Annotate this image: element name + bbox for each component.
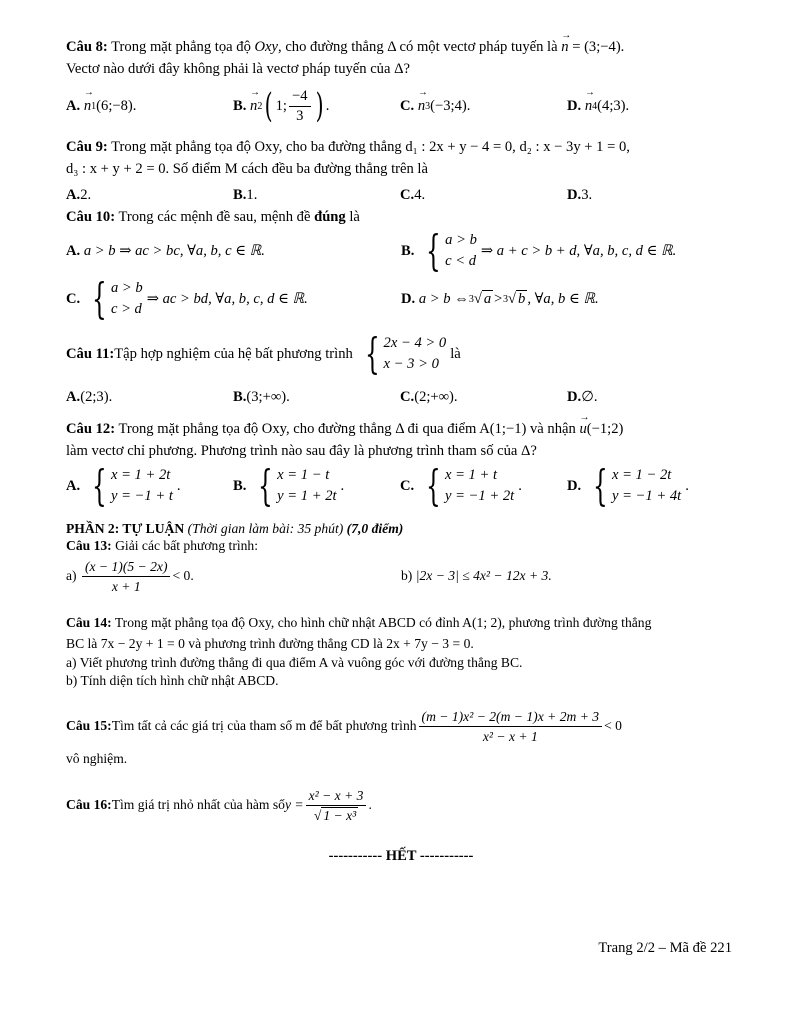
- q8-b-fraction: $\frac{-4}{3}$: [289, 87, 311, 126]
- q13-line1: Câu 13: Giải các bất phương trình:: [66, 538, 259, 553]
- q11-option-d: D. ∅.: [567, 389, 598, 405]
- q15-label: Câu 15:: [66, 718, 112, 733]
- q16-line1: Câu 16: Tìm giá trị nhỏ nhất của hàm số y = $\frac{\text{x² − x + 3}}{\text{√ 1 − x³}}$ .: [66, 787, 372, 823]
- q14-part-a: a) Viết phương trình đường thẳng đi qua điểm A và vuông góc với đường thẳng BC.: [66, 655, 523, 670]
- q10-option-d: D. a > b ⇔ 3 √ a > 3 √ b , ∀a, b ∈ ℝ.: [401, 290, 599, 307]
- q12-option-a: A. { x = 1 + 2t y = −1 + t .: [66, 461, 181, 510]
- q11-label: Câu 11:: [66, 345, 115, 362]
- q10-label: Câu 10:: [66, 209, 116, 225]
- q13-label: Câu 13:: [66, 538, 112, 553]
- q14-part-b: b) Tính diện tích hình chữ nhật ABCD.: [66, 673, 279, 688]
- q15-fraction: $\frac{\text{(m − 1)x² − 2(m − 1)x + 2m + 3}}{\text{x² − x + 1}}$: [419, 707, 603, 746]
- q12-option-c: C. { x = 1 + t y = −1 + 2t .: [400, 461, 522, 510]
- q11-options: [66, 386, 736, 408]
- q14-line1: Câu 14: Trong mặt phẳng tọa độ Oxy, cho hình chữ nhật ABCD có đỉnh A(1; 2), phương trình đường thẳng: [66, 615, 652, 630]
- exam-page: [66, 36, 736, 865]
- q8-label: Câu 8:: [66, 39, 108, 55]
- q13-part-b: b) |2x − 3| ≤ 4x² − 12x + 3.: [401, 568, 552, 583]
- q14-line2: BC là 7x − 2y + 1 = 0 và phương trình đường thẳng CD là 2x + 7y − 3 = 0.: [66, 636, 474, 651]
- q11-option-c: C. (2;+∞).: [400, 389, 458, 405]
- q9-option-a: A. 2.: [66, 187, 92, 203]
- q9-line1: Câu 9: Trong mặt phẳng tọa độ Oxy, cho ba đường thẳng d₁ : 2x + y − 4 = 0, d₂ : x − 3y + 1 = 0,: [66, 139, 630, 155]
- q16-fraction: $\frac{\text{x² − x + 3}}{\text{√ 1 − x³}}$: [306, 786, 367, 825]
- q12-line2: làm vectơ chỉ phương. Phương trình nào sau đây là phương trình tham số của Δ?: [66, 443, 537, 459]
- q9-option-b: B. 1.: [233, 187, 258, 203]
- q8-line2: Vectơ nào dưới đây không phải là vectơ pháp tuyến của Δ?: [66, 61, 410, 77]
- q9-line2: d₃ : x + y + 2 = 0. Số điểm M cách đều ba đường thẳng trên là: [66, 161, 428, 177]
- q12-label: Câu 12:: [66, 421, 116, 437]
- q8-options: [66, 86, 736, 126]
- q10-line1: Câu 10: Trong các mệnh đề sau, mệnh đề đúng là: [66, 209, 360, 225]
- q8-option-b: B. → n 2 ( 1; $\frac{-4}{3}$ ) .: [233, 87, 400, 126]
- q10-option-c: C. { a > b c > d ⇒ ac > bd, ∀a, b, c, d ∈ ℝ.: [66, 274, 308, 323]
- q12-options: [66, 462, 736, 510]
- q9-options: [66, 184, 736, 206]
- q12-line1: Câu 12: Trong mặt phẳng tọa độ Oxy, cho đường thẳng Δ đi qua điểm A(1;−1) và nhận → u(−1;2): [66, 418, 736, 440]
- q10-option-a: A. a > b ⇒ ac > bc, ∀a, b, c ∈ ℝ.: [66, 242, 265, 259]
- q13-part-a: a) $\frac{(x - 1)(5 - 2x)}{x + 1}$ < 0.: [66, 558, 194, 594]
- end-mark: ----------- HẾT -----------: [328, 848, 474, 864]
- q8-option-c: C. → n 3 (−3;4).: [400, 98, 567, 115]
- q8-option-d: D. → n 4 (4;3).: [567, 98, 734, 115]
- q10-option-b: B. { a > b c < d ⇒ a + c > b + d, ∀a, b, c, d ∈ ℝ.: [401, 226, 677, 275]
- q13-a-fraction: $\frac{(x - 1)(5 - 2x)}{x + 1}$: [82, 557, 171, 596]
- q10-row-cd: [66, 274, 736, 324]
- q11-option-b: B. (3;+∞).: [233, 389, 290, 405]
- part2-heading: PHẦN 2: TỰ LUẬN (Thời gian làm bài: 35 phút) (7,0 điểm): [66, 521, 404, 536]
- q14-label: Câu 14:: [66, 615, 112, 630]
- q9-option-d: D. 3.: [567, 187, 593, 203]
- page-footer: Trang 2/2 – Mã đề 221: [598, 940, 732, 956]
- q12-option-d: D. { x = 1 − 2t y = −1 + 4t .: [567, 461, 689, 510]
- part2-section: [66, 520, 736, 830]
- q9-option-c: C. 4.: [400, 187, 426, 203]
- q10-row-ab: [66, 228, 736, 274]
- q11-line1: Câu 11: Tập hợp nghiệm của hệ bất phương trình { 2x − 4 > 0 x − 3 > 0 là: [66, 329, 461, 378]
- q15-line1: Câu 15: Tìm tất cả các giá trị của tham số m để bất phương trình $\frac{\text{(m − 1)x² − 2(m − 1)x + 2m + 3}}{\text{x² − x + 1}}$ < 0: [66, 708, 622, 744]
- q11-option-a: A. (2;3).: [66, 389, 113, 405]
- q8-line1: Câu 8: Trong mặt phẳng tọa độ Oxy, cho đường thẳng Δ có một vectơ pháp tuyến là → n = (3;−4).: [66, 36, 736, 58]
- q9-label: Câu 9:: [66, 139, 108, 155]
- q13-parts: [66, 554, 736, 598]
- q12-option-b: B. { x = 1 − t y = 1 + 2t .: [233, 461, 345, 510]
- q8-option-a: A. → n 1 (6;−8).: [66, 98, 233, 115]
- q15-line2: vô nghiệm.: [66, 751, 128, 766]
- q16-label: Câu 16:: [66, 797, 112, 812]
